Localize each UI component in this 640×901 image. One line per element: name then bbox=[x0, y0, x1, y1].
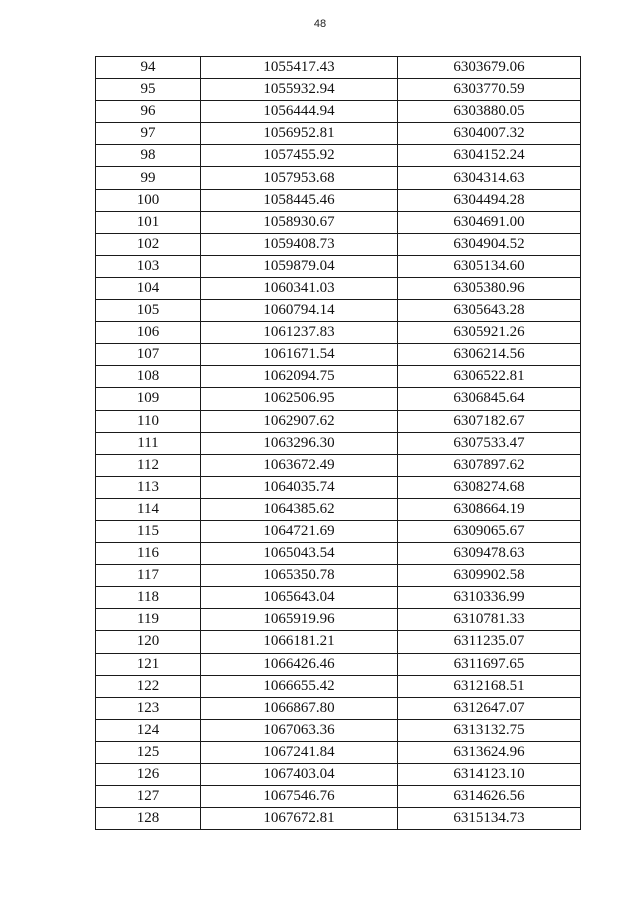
x-coordinate-cell: 1066181.21 bbox=[201, 631, 398, 653]
table-row bbox=[96, 587, 581, 609]
y-coordinate-cell: 6308664.19 bbox=[398, 498, 581, 520]
y-coordinate-cell: 6306522.81 bbox=[398, 366, 581, 388]
point-number-cell: 123 bbox=[96, 697, 201, 719]
x-coordinate-cell: 1064035.74 bbox=[201, 476, 398, 498]
point-number-cell: 122 bbox=[96, 675, 201, 697]
table-row bbox=[96, 388, 581, 410]
y-coordinate-cell: 6314123.10 bbox=[398, 764, 581, 786]
table-row bbox=[96, 57, 581, 79]
point-number-cell: 94 bbox=[96, 57, 201, 79]
y-coordinate-cell: 6310336.99 bbox=[398, 587, 581, 609]
table-row bbox=[96, 764, 581, 786]
table-row bbox=[96, 145, 581, 167]
point-number-cell: 126 bbox=[96, 764, 201, 786]
y-coordinate-cell: 6315134.73 bbox=[398, 808, 581, 830]
point-number-cell: 96 bbox=[96, 101, 201, 123]
table-row bbox=[96, 410, 581, 432]
x-coordinate-cell: 1062506.95 bbox=[201, 388, 398, 410]
point-number-cell: 100 bbox=[96, 189, 201, 211]
x-coordinate-cell: 1066867.80 bbox=[201, 697, 398, 719]
x-coordinate-cell: 1057455.92 bbox=[201, 145, 398, 167]
point-number-cell: 119 bbox=[96, 609, 201, 631]
x-coordinate-cell: 1061671.54 bbox=[201, 344, 398, 366]
table-row bbox=[96, 454, 581, 476]
point-number-cell: 111 bbox=[96, 432, 201, 454]
table-row bbox=[96, 808, 581, 830]
point-number-cell: 103 bbox=[96, 255, 201, 277]
point-number-cell: 120 bbox=[96, 631, 201, 653]
x-coordinate-cell: 1067672.81 bbox=[201, 808, 398, 830]
x-coordinate-cell: 1060341.03 bbox=[201, 277, 398, 299]
table-row bbox=[96, 631, 581, 653]
table-row bbox=[96, 189, 581, 211]
table-row bbox=[96, 786, 581, 808]
point-number-cell: 128 bbox=[96, 808, 201, 830]
table-row bbox=[96, 565, 581, 587]
point-number-cell: 115 bbox=[96, 520, 201, 542]
point-number-cell: 99 bbox=[96, 167, 201, 189]
point-number-cell: 113 bbox=[96, 476, 201, 498]
x-coordinate-cell: 1065643.04 bbox=[201, 587, 398, 609]
table-row bbox=[96, 432, 581, 454]
table-row bbox=[96, 300, 581, 322]
y-coordinate-cell: 6308274.68 bbox=[398, 476, 581, 498]
table-row bbox=[96, 211, 581, 233]
point-number-cell: 104 bbox=[96, 277, 201, 299]
x-coordinate-cell: 1061237.83 bbox=[201, 322, 398, 344]
y-coordinate-cell: 6304494.28 bbox=[398, 189, 581, 211]
y-coordinate-cell: 6304691.00 bbox=[398, 211, 581, 233]
y-coordinate-cell: 6313624.96 bbox=[398, 741, 581, 763]
x-coordinate-cell: 1055417.43 bbox=[201, 57, 398, 79]
y-coordinate-cell: 6312647.07 bbox=[398, 697, 581, 719]
x-coordinate-cell: 1063296.30 bbox=[201, 432, 398, 454]
x-coordinate-cell: 1065919.96 bbox=[201, 609, 398, 631]
table-row bbox=[96, 675, 581, 697]
x-coordinate-cell: 1056952.81 bbox=[201, 123, 398, 145]
y-coordinate-cell: 6306214.56 bbox=[398, 344, 581, 366]
point-number-cell: 110 bbox=[96, 410, 201, 432]
y-coordinate-cell: 6309902.58 bbox=[398, 565, 581, 587]
coordinates-table bbox=[95, 56, 581, 830]
point-number-cell: 124 bbox=[96, 719, 201, 741]
point-number-cell: 112 bbox=[96, 454, 201, 476]
point-number-cell: 102 bbox=[96, 233, 201, 255]
y-coordinate-cell: 6307533.47 bbox=[398, 432, 581, 454]
table-row bbox=[96, 344, 581, 366]
x-coordinate-cell: 1062094.75 bbox=[201, 366, 398, 388]
table-row bbox=[96, 476, 581, 498]
point-number-cell: 109 bbox=[96, 388, 201, 410]
table-row bbox=[96, 653, 581, 675]
x-coordinate-cell: 1067403.04 bbox=[201, 764, 398, 786]
x-coordinate-cell: 1065043.54 bbox=[201, 543, 398, 565]
table-row bbox=[96, 101, 581, 123]
y-coordinate-cell: 6305380.96 bbox=[398, 277, 581, 299]
point-number-cell: 117 bbox=[96, 565, 201, 587]
point-number-cell: 101 bbox=[96, 211, 201, 233]
y-coordinate-cell: 6303679.06 bbox=[398, 57, 581, 79]
y-coordinate-cell: 6304904.52 bbox=[398, 233, 581, 255]
y-coordinate-cell: 6303770.59 bbox=[398, 79, 581, 101]
table-row bbox=[96, 498, 581, 520]
point-number-cell: 121 bbox=[96, 653, 201, 675]
x-coordinate-cell: 1059408.73 bbox=[201, 233, 398, 255]
point-number-cell: 95 bbox=[96, 79, 201, 101]
x-coordinate-cell: 1067063.36 bbox=[201, 719, 398, 741]
y-coordinate-cell: 6304314.63 bbox=[398, 167, 581, 189]
y-coordinate-cell: 6304007.32 bbox=[398, 123, 581, 145]
point-number-cell: 125 bbox=[96, 741, 201, 763]
y-coordinate-cell: 6307897.62 bbox=[398, 454, 581, 476]
point-number-cell: 127 bbox=[96, 786, 201, 808]
point-number-cell: 116 bbox=[96, 543, 201, 565]
table-row bbox=[96, 322, 581, 344]
table-row bbox=[96, 123, 581, 145]
page-number: 48 bbox=[313, 18, 327, 30]
y-coordinate-cell: 6312168.51 bbox=[398, 675, 581, 697]
table-row bbox=[96, 543, 581, 565]
point-number-cell: 107 bbox=[96, 344, 201, 366]
x-coordinate-cell: 1056444.94 bbox=[201, 101, 398, 123]
x-coordinate-cell: 1064385.62 bbox=[201, 498, 398, 520]
y-coordinate-cell: 6311235.07 bbox=[398, 631, 581, 653]
table-row bbox=[96, 255, 581, 277]
table-row bbox=[96, 520, 581, 542]
x-coordinate-cell: 1067241.84 bbox=[201, 741, 398, 763]
table-row bbox=[96, 277, 581, 299]
x-coordinate-cell: 1059879.04 bbox=[201, 255, 398, 277]
x-coordinate-cell: 1060794.14 bbox=[201, 300, 398, 322]
y-coordinate-cell: 6309065.67 bbox=[398, 520, 581, 542]
x-coordinate-cell: 1065350.78 bbox=[201, 565, 398, 587]
y-coordinate-cell: 6310781.33 bbox=[398, 609, 581, 631]
table-row bbox=[96, 609, 581, 631]
point-number-cell: 97 bbox=[96, 123, 201, 145]
y-coordinate-cell: 6309478.63 bbox=[398, 543, 581, 565]
point-number-cell: 105 bbox=[96, 300, 201, 322]
x-coordinate-cell: 1066426.46 bbox=[201, 653, 398, 675]
y-coordinate-cell: 6303880.05 bbox=[398, 101, 581, 123]
table-row bbox=[96, 167, 581, 189]
x-coordinate-cell: 1063672.49 bbox=[201, 454, 398, 476]
y-coordinate-cell: 6304152.24 bbox=[398, 145, 581, 167]
table-row bbox=[96, 79, 581, 101]
x-coordinate-cell: 1058445.46 bbox=[201, 189, 398, 211]
x-coordinate-cell: 1058930.67 bbox=[201, 211, 398, 233]
point-number-cell: 106 bbox=[96, 322, 201, 344]
table-row bbox=[96, 366, 581, 388]
table-row bbox=[96, 719, 581, 741]
x-coordinate-cell: 1062907.62 bbox=[201, 410, 398, 432]
coordinates-table-body bbox=[96, 57, 581, 830]
point-number-cell: 108 bbox=[96, 366, 201, 388]
x-coordinate-cell: 1057953.68 bbox=[201, 167, 398, 189]
y-coordinate-cell: 6305643.28 bbox=[398, 300, 581, 322]
y-coordinate-cell: 6307182.67 bbox=[398, 410, 581, 432]
x-coordinate-cell: 1064721.69 bbox=[201, 520, 398, 542]
table-row bbox=[96, 741, 581, 763]
x-coordinate-cell: 1067546.76 bbox=[201, 786, 398, 808]
y-coordinate-cell: 6306845.64 bbox=[398, 388, 581, 410]
point-number-cell: 118 bbox=[96, 587, 201, 609]
y-coordinate-cell: 6311697.65 bbox=[398, 653, 581, 675]
y-coordinate-cell: 6314626.56 bbox=[398, 786, 581, 808]
y-coordinate-cell: 6305134.60 bbox=[398, 255, 581, 277]
table-row bbox=[96, 233, 581, 255]
point-number-cell: 98 bbox=[96, 145, 201, 167]
y-coordinate-cell: 6313132.75 bbox=[398, 719, 581, 741]
point-number-cell: 114 bbox=[96, 498, 201, 520]
table-row bbox=[96, 697, 581, 719]
y-coordinate-cell: 6305921.26 bbox=[398, 322, 581, 344]
x-coordinate-cell: 1066655.42 bbox=[201, 675, 398, 697]
x-coordinate-cell: 1055932.94 bbox=[201, 79, 398, 101]
